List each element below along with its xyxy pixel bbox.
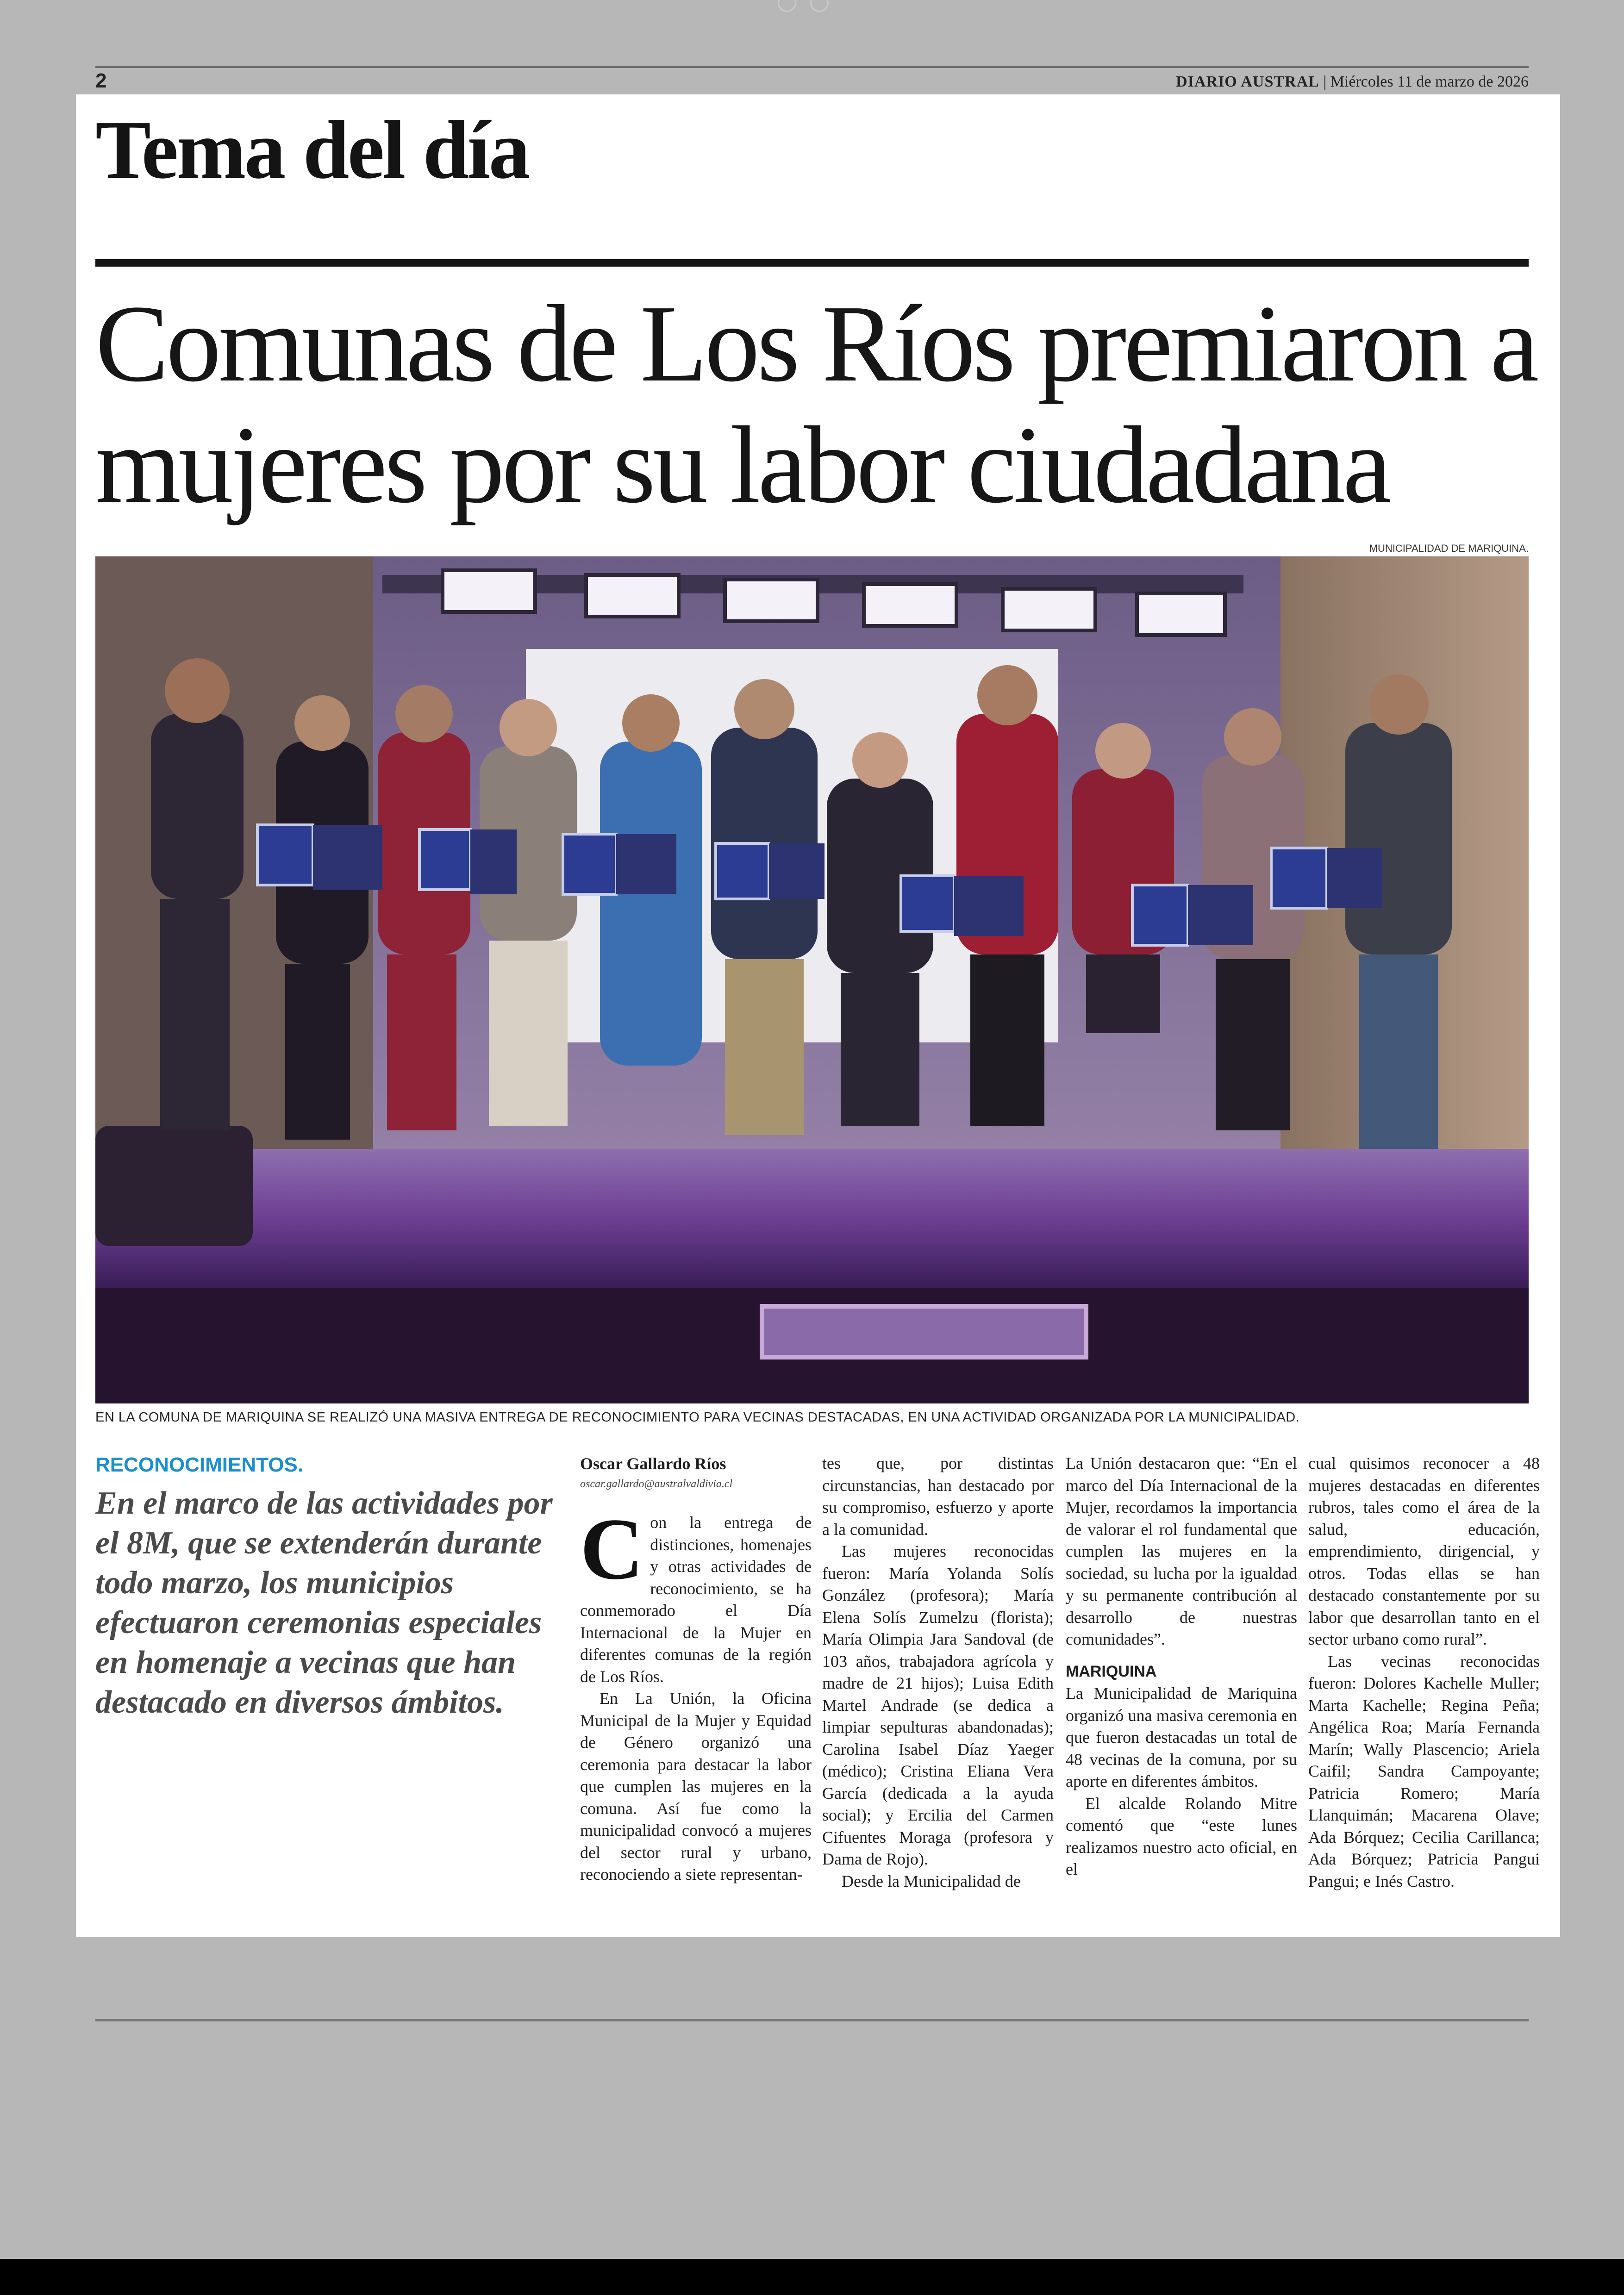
masthead	[1176, 73, 1529, 91]
article-subhead: MARIQUINA	[1066, 1662, 1157, 1680]
paragraph-text: on la entrega de distinciones, homenajes y otras actividades de reconocimiento, se ha conmemorado el Día Internacional de la Mujer en diferentes comunas de la región de Los Ríos.	[580, 1513, 812, 1686]
next-page-icon[interactable]	[810, 0, 829, 12]
section-rule	[95, 259, 1529, 267]
photo-caption: EN LA COMUNA DE MARIQUINA SE REALIZÓ UNA MASIVA ENTREGA DE RECONOCIMIENTO PARA VECINAS DESTACADAS, EN UNA ACTIVIDAD ORGANIZADA POR LA MUNICIPALIDAD.	[95, 1410, 1300, 1425]
viewer-page-controls[interactable]	[778, 0, 847, 14]
article-paragraph: Las vecinas reconocidas fueron: Dolores Kachelle Muller; Marta Kachelle; Regina Peña; Angélica Roa; María Fernanda Marín; Wally Plascencio; Ariela Caifil; Sandra Campoyante; Patricia Romero; María Llanquimán; Macarena Olave; Ada Bórquez; Cecilia Carillanca; Ada Bórquez; Patricia Pangui Pangui; e Inés Castro.	[1308, 1652, 1540, 1890]
author-email[interactable]: oscar.gallardo@australvaldivia.cl	[580, 1478, 733, 1490]
paper-name: DIARIO AUSTRAL	[1176, 73, 1319, 90]
article-paragraph: El alcalde Rolando Mitre comentó que “este lunes realizamos nuestro acto oficial, en el	[1066, 1794, 1297, 1878]
header-rule	[95, 66, 1529, 68]
summary-lead: En el marco de las actividades por el 8M, que se extenderán durante todo marzo, los municipios efectuaron ceremonias especiales en homenaje a vecinas que han destacado en diversos ámbitos.	[95, 1485, 553, 1720]
article-column-1	[580, 1453, 812, 1886]
article-paragraph: tes que, por distintas circunstancias, han destacado por su compromiso, esfuerzo y aporte a la comunidad.	[822, 1454, 1054, 1539]
article-paragraph: Las mujeres reconocidas fueron: María Yolanda Solís González (profesora); María Elena Solís Zumelzu (florista); María Olimpia Jara Sandoval (de 103 años, trabajadora agrícola y madre de 21 hijos); Luisa Edith Martel Andrade (se dedica a limpiar sepulturas abandonadas); Carolina Isabel Díaz Yaeger (médico); Cristina Eliana Vera García (dedicada a la ayuda social); y Ercilia del Carmen Cifuentes Moraga (profesora y Dama de Rojo).	[822, 1542, 1054, 1868]
article-paragraph: cual quisimos reconocer a 48 mujeres destacadas en diferentes rubros, tales como el área de la salud, educación, emprendimiento, dirigencial, y otros. Todas ellas se han destacado constantemente por su labor que desarrollan tanto en el sector urbano como rural”.	[1308, 1454, 1540, 1648]
masthead-separator: |	[1319, 73, 1330, 90]
summary-kicker: RECONOCIMIENTOS.	[95, 1453, 304, 1476]
article-paragraph: La Municipalidad de Mariquina organizó una masiva ceremonia en que fueron destacadas un total de 48 vecinas de la comuna, por su aporte en diferentes ámbitos.	[1066, 1684, 1297, 1790]
section-title: Tema del día	[95, 104, 529, 196]
article-headline: Comunas de Los Ríos premiaron a mujeres por su labor ciudadana	[95, 283, 1537, 526]
footer-rule	[95, 2019, 1529, 2021]
viewer-bottom-bar	[0, 2259, 1624, 2295]
drop-cap: C	[580, 1501, 644, 1598]
article-paragraph	[580, 1501, 812, 1688]
article-photo	[95, 556, 1529, 1403]
prev-page-icon[interactable]	[778, 0, 796, 12]
article-paragraph: En La Unión, la Oficina Municipal de la Mujer y Equidad de Género organizó una ceremonia para destacar la labor que cumplen las mujeres en la comuna. Así fue como la municipalidad convocó a mujeres del sector rural y urbano, reconociendo a siete representan-	[580, 1689, 812, 1883]
article-paragraph: La Unión destacaron que: “En el marco del Día Internacional de la Mujer, recordamos la importancia de valorar el rol fundamental que cumplen las mujeres en la sociedad, su lucha por la igualdad y su permanente contribución al desarrollo de nuestras comunidades”.	[1066, 1454, 1297, 1648]
page-number: 2	[95, 69, 107, 92]
article-column-2	[822, 1453, 1054, 1892]
article-column-3	[1066, 1453, 1297, 1881]
article-paragraph: Desde la Municipalidad de	[842, 1871, 1021, 1890]
author-byline: Oscar Gallardo Ríos	[580, 1454, 726, 1473]
article-column-4	[1308, 1453, 1540, 1892]
issue-date: Miércoles 11 de marzo de 2026	[1330, 73, 1529, 90]
photo-credit: MUNICIPALIDAD DE MARIQUINA.	[1369, 543, 1529, 554]
